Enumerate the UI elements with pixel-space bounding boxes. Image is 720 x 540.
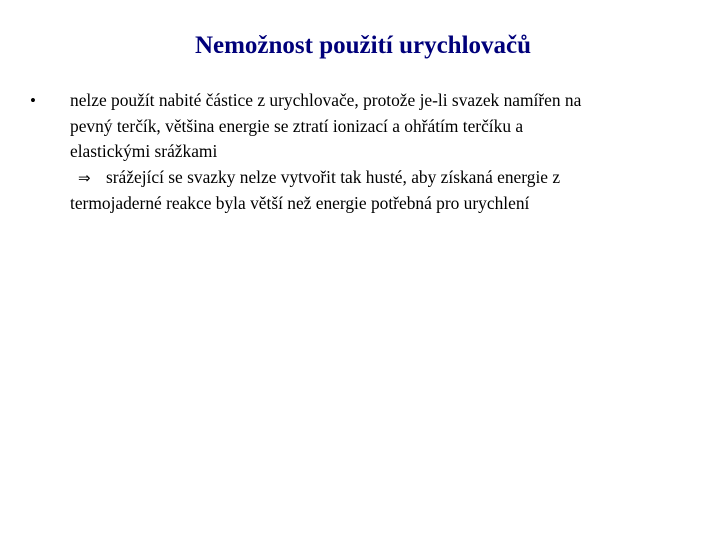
bullet-line-1: nelze použít nabité částice z urychlovače, protože je-li svazek namířen na [70,90,582,110]
bullet-line-2: pevný terčík, většina energie se ztratí ionizací a ohřátím terčíku a [70,115,524,136]
bullet-line-3: elastickými srážkami [70,141,218,161]
implies-arrow-icon: ⇒ [78,168,91,187]
bullet-item [28,88,708,217]
bullet-marker: • [30,91,36,110]
conclusion-line-2: termojaderné reakce byla větší než energie potřebná pro urychlení [70,193,530,213]
slide-content [28,88,708,217]
slide-title: Nemožnost použití urychlovačů [194,32,532,59]
conclusion-line-1 [70,165,708,192]
conclusion-text-1: srážející se svazky nelze vytvořit tak husté, aby získaná energie z [106,166,561,187]
